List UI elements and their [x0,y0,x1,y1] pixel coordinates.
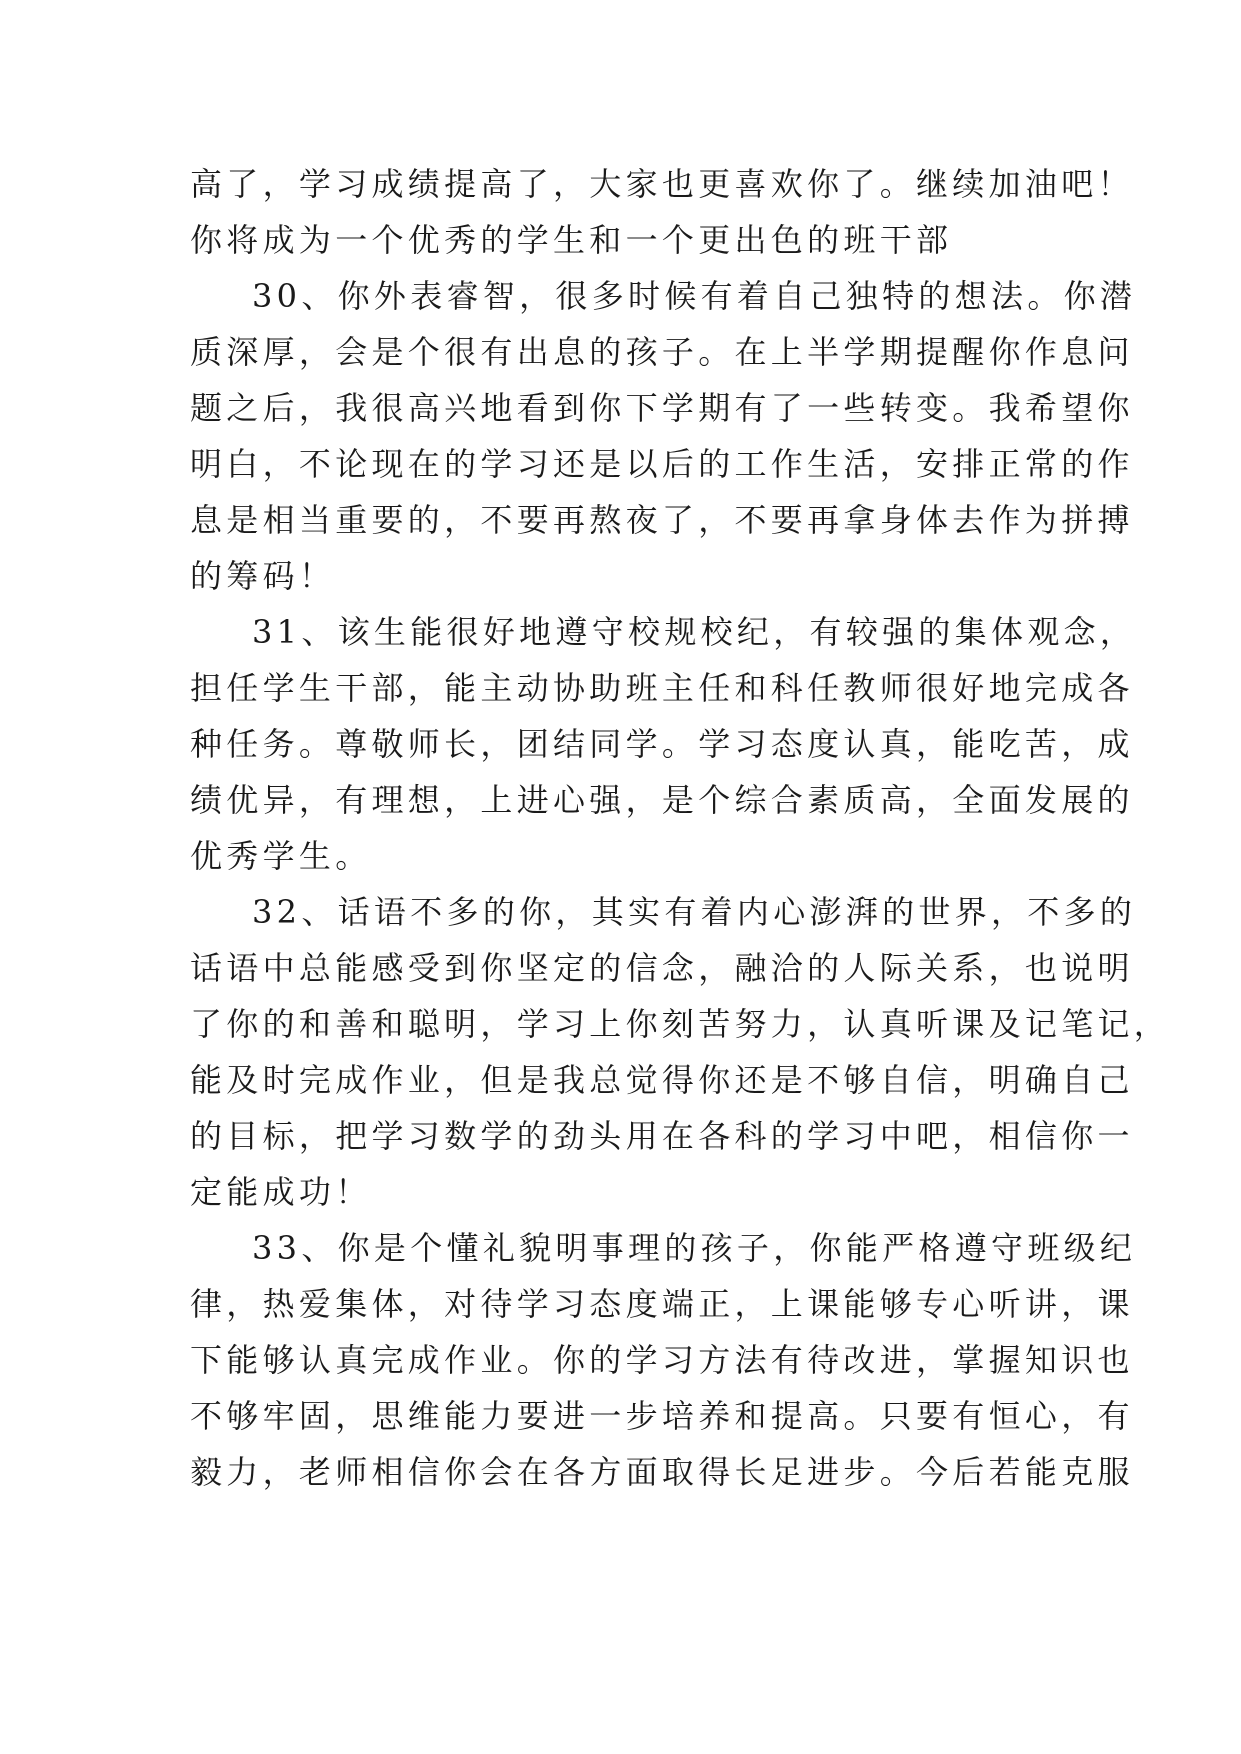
text-line: 高了，学习成绩提高了，大家也更喜欢你了。继续加油吧！ [190,165,1134,203]
paragraph-32-start: 32、话语不多的你，其实有着内心澎湃的世界，不多的 [252,893,1137,931]
text-line: 息是相当重要的，不要再熬夜了，不要再拿身体去作为拼搏 [190,501,1134,539]
text-line: 种任务。尊敬师长，团结同学。学习态度认真，能吃苦，成 [190,725,1134,763]
text-line: 了你的和善和聪明，学习上你刻苦努力，认真听课及记笔记， [190,1005,1171,1043]
text-line: 明白，不论现在的学习还是以后的工作生活，安排正常的作 [190,445,1134,483]
text-line: 优秀学生。 [190,837,372,875]
text-line: 话语中总能感受到你坚定的信念，融洽的人际关系，也说明 [190,949,1134,987]
text-line: 律，热爱集体，对待学习态度端正，上课能够专心听讲，课 [190,1285,1134,1323]
text-line: 能及时完成作业，但是我总觉得你还是不够自信，明确自己 [190,1061,1134,1099]
paragraph-33-start: 33、你是个懂礼貌明事理的孩子，你能严格遵守班级纪 [252,1229,1137,1267]
text-line: 的筹码！ [190,557,336,595]
text-line: 定能成功！ [190,1173,372,1211]
text-line: 担任学生干部，能主动协助班主任和科任教师很好地完成各 [190,669,1134,707]
text-line: 不够牢固，思维能力要进一步培养和提高。只要有恒心，有 [190,1397,1134,1435]
paragraph-30-start: 30、你外表睿智，很多时候有着自己独特的想法。你潜 [252,277,1137,315]
text-line: 的目标，把学习数学的劲头用在各科的学习中吧，相信你一 [190,1117,1134,1155]
text-line: 绩优异，有理想，上进心强，是个综合素质高，全面发展的 [190,781,1134,819]
paragraph-31-start: 31、该生能很好地遵守校规校纪，有较强的集体观念， [252,613,1137,651]
text-line: 你将成为一个优秀的学生和一个更出色的班干部 [190,221,953,259]
text-line: 下能够认真完成作业。你的学习方法有待改进，掌握知识也 [190,1341,1134,1379]
text-line: 题之后，我很高兴地看到你下学期有了一些转变。我希望你 [190,389,1134,427]
text-line: 质深厚，会是个很有出息的孩子。在上半学期提醒你作息问 [190,333,1134,371]
text-line: 毅力，老师相信你会在各方面取得长足进步。今后若能克服 [190,1453,1134,1491]
